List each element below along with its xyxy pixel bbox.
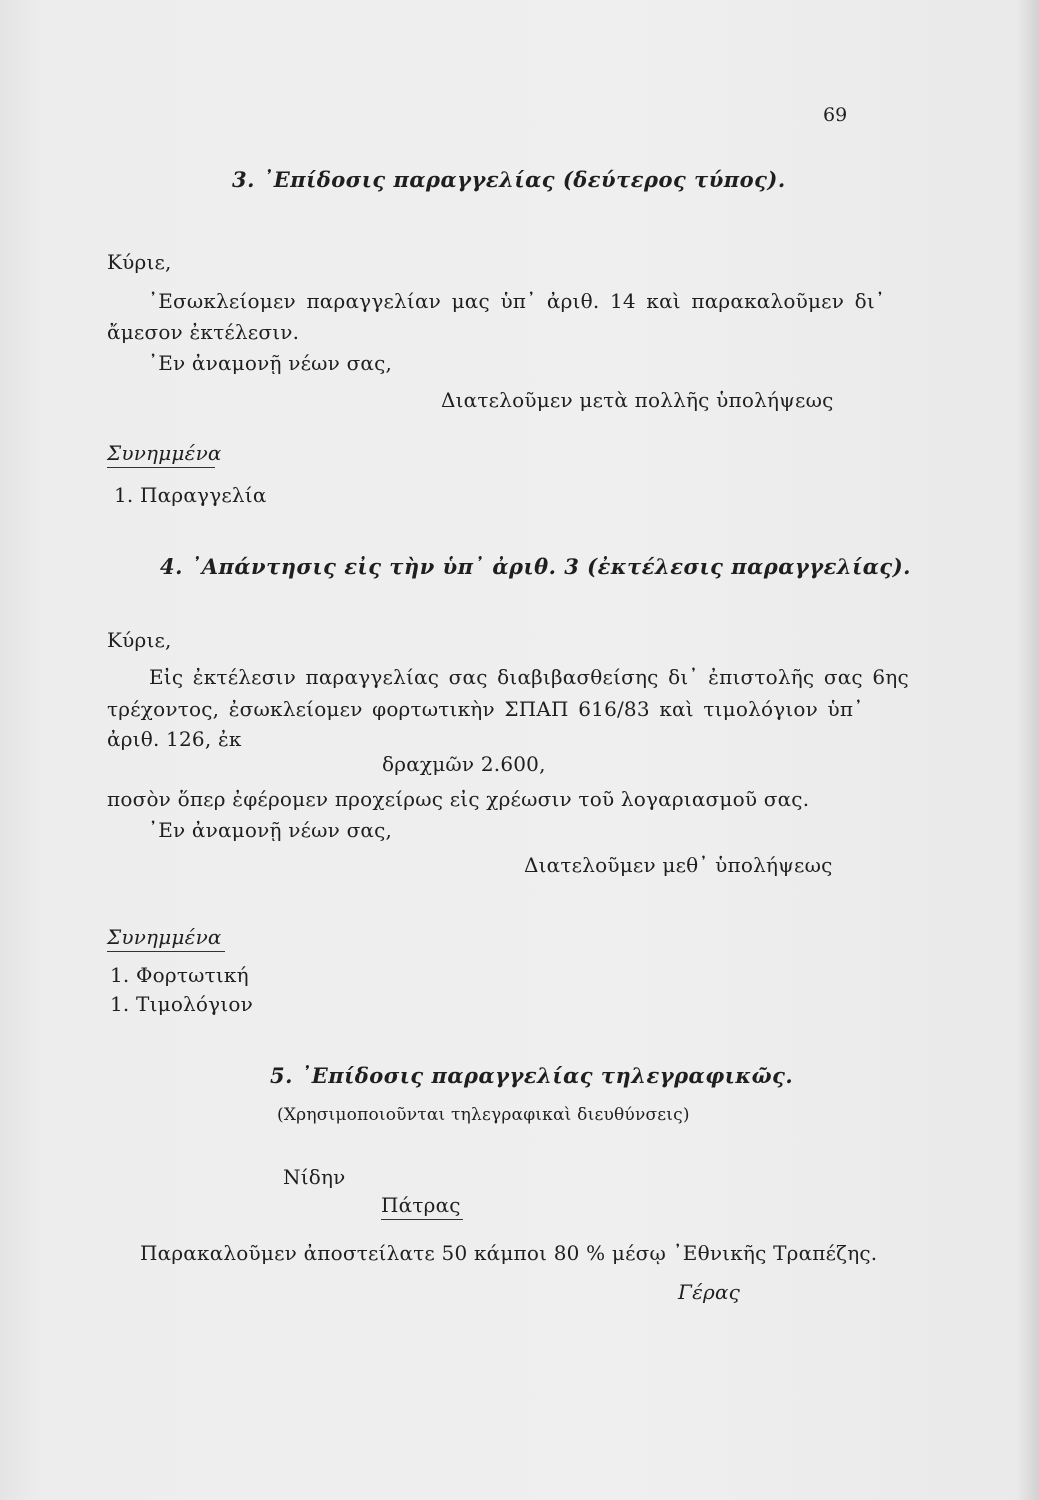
section-3-attachment-item: 1. Παραγγελία	[114, 483, 267, 507]
section-4-line-5: ᾿Εν ἀναμονῇ νέων σας,	[148, 818, 393, 842]
section-3-salutation: Κύριε,	[107, 250, 172, 274]
section-4-attachment-item: 1. Τιμολόγιον	[110, 992, 253, 1016]
section-5-message: Παρακαλοῦμεν ἀποστείλατε 50 κάμποι 80 % μέσῳ ᾿Εθνικῆς Τραπέζης.	[140, 1241, 878, 1265]
section-4-line-4: ποσὸν ὅπερ ἐφέρομεν προχείρως εἰς χρέωσιν τοῦ λογαριασμοῦ σας.	[107, 787, 810, 811]
section-4-line-3: ἀριθ. 126, ἐκ	[107, 727, 242, 751]
section-3-heading: 3. ᾿Επίδοσις παραγγελίας (δεύτερος τύπος).	[232, 167, 786, 192]
section-3-line-2: ἄμεσον ἐκτέλεσιν.	[107, 320, 300, 344]
section-4-attachment-item: 1. Φορτωτική	[110, 963, 249, 987]
section-4-line-2: τρέχοντος, ἐσωκλείομεν φορτωτικὴν ΣΠΑΠ 616/83 καὶ τιμολόγιον ὑπ᾿	[107, 697, 864, 721]
section-4-amount: δραχμῶν 2.600,	[382, 752, 546, 776]
section-5-heading: 5. ᾿Επίδοσις παραγγελίας τηλεγραφικῶς.	[270, 1063, 794, 1088]
section-3-line-1: ᾿Εσωκλείομεν παραγγελίαν μας ὑπ᾿ ἀριθ. 14 καὶ παρακαλοῦμεν δι᾿	[148, 289, 886, 313]
section-5-subheading: (Χρησιμοποιοῦνται τηλεγραφικαὶ διευθύνσεις)	[277, 1105, 690, 1125]
section-5-city: Πάτρας	[381, 1193, 463, 1220]
section-3-closing: Διατελοῦμεν μετὰ πολλῆς ὑπολήψεως	[441, 388, 834, 412]
section-5-signature: Γέρας	[678, 1280, 741, 1304]
section-3-attachments-label: Συνημμένα	[107, 441, 215, 468]
section-3-line-3: ᾿Εν ἀναμονῇ νέων σας,	[148, 351, 393, 375]
page-number: 69	[823, 104, 848, 126]
section-5-addressee: Νίδην	[283, 1165, 346, 1189]
section-4-line-1: Εἰς ἐκτέλεσιν παραγγελίας σας διαβιβασθείσης δι᾿ ἐπιστολῆς σας 6ης	[149, 665, 909, 689]
section-4-heading: 4. ᾿Απάντησις εἰς τὴν ὑπ᾿ ἀριθ. 3 (ἐκτέλεσις παραγγελίας).	[160, 554, 911, 579]
section-4-closing: Διατελοῦμεν μεθ᾿ ὑπολήψεως	[524, 853, 833, 877]
section-4-attachments-label: Συνημμένα	[107, 925, 225, 952]
section-4-salutation: Κύριε,	[107, 628, 172, 652]
